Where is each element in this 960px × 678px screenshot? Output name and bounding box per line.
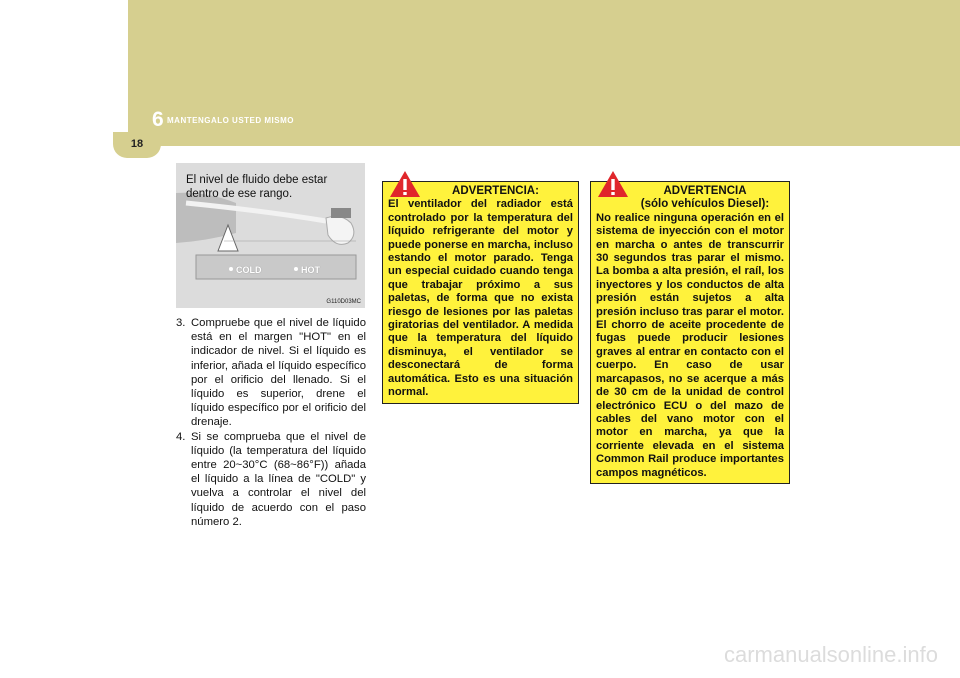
step-number: 4. xyxy=(176,430,186,443)
hot-mark-dot xyxy=(294,267,298,271)
hand-shape xyxy=(326,216,354,244)
step-3 xyxy=(176,316,366,430)
step-4 xyxy=(176,430,366,529)
page-number: 18 xyxy=(130,138,144,150)
watermark: carmanualsonline.info xyxy=(723,642,938,667)
warning-title: ADVERTENCIA: xyxy=(452,185,539,197)
gauge-hot-label: HOT xyxy=(301,265,320,275)
procedure-steps xyxy=(176,316,366,529)
warning-title: ADVERTENCIA xyxy=(663,185,747,197)
warning-text: El ventilador del radiador está controlado por la temperatura del líquido refrigerante del motor y puede ponerse en marcha, incluso estando el motor parado. Tenga un especial cuidado cuando tenga que trabajar próximo a sus paletas, de forma que no exista riesgo de lesiones por las paletas giratorias del ventilador. A medida que la temperatura del líquido disminuya, el ventilador se desconectará de forma automática. Esto es una situación normal. xyxy=(388,198,573,399)
dipstick-figure xyxy=(176,163,365,308)
chapter-title: MANTENGALO USTED MISMO xyxy=(167,116,294,125)
figure-caption: El nivel de fluido debe estar dentro de ese rango. xyxy=(186,174,328,200)
figure-code: G110D03MC xyxy=(326,299,361,305)
warning-box-fan xyxy=(382,181,579,404)
exclamation-warning-icon xyxy=(597,170,629,198)
step-text: Si se comprueba que el nivel de líquido (la temperatura del líquido entre 20~30°C (68~86°F)) añada el líquido a la línea de "COLD" y vuelva a controlar el nivel del líquido de acuerdo con el paso número 2. xyxy=(191,430,366,528)
cold-mark-dot xyxy=(229,267,233,271)
warning-subtitle: (sólo vehículos Diesel): xyxy=(640,198,770,211)
step-text: Compruebe que el nivel de líquido está en el margen "HOT" en el indicador de nivel. Si el líquido es inferior, añada el líquido específico por el orificio del llenado. Si el líquido es superior, drene el líquido específico por el orificio del drenaje. xyxy=(191,317,366,429)
gauge-cold-label: COLD xyxy=(236,265,262,275)
gauge-strip xyxy=(196,255,356,279)
warning-text: No realice ninguna operación en el sistema de inyección con el motor en marcha o antes de transcurrir 30 segundos tras parar el mismo. La bomba a alta presión, el raíl, los inyectores y los conductos de alta presión están sujetos a alta presión incluso tras parar el motor. El chorro de aceite procedente de fugas puede producir lesiones graves al entrar en contacto con el cuerpo. En caso de usar marcapasos, no se acerque a más de 30 cm de la unidad de control electrónico ECU o del mazo de cables del vano motor con el motor en marcha, ya que la corriente elevada en el sistema Common Rail produce importantes campos magnéticos. xyxy=(596,211,784,479)
dipstick-handle xyxy=(331,208,351,218)
warning-box-diesel xyxy=(590,181,790,484)
step-number: 3. xyxy=(176,317,186,329)
chapter-number: 6 xyxy=(152,108,164,131)
exclamation-warning-icon xyxy=(389,170,421,198)
